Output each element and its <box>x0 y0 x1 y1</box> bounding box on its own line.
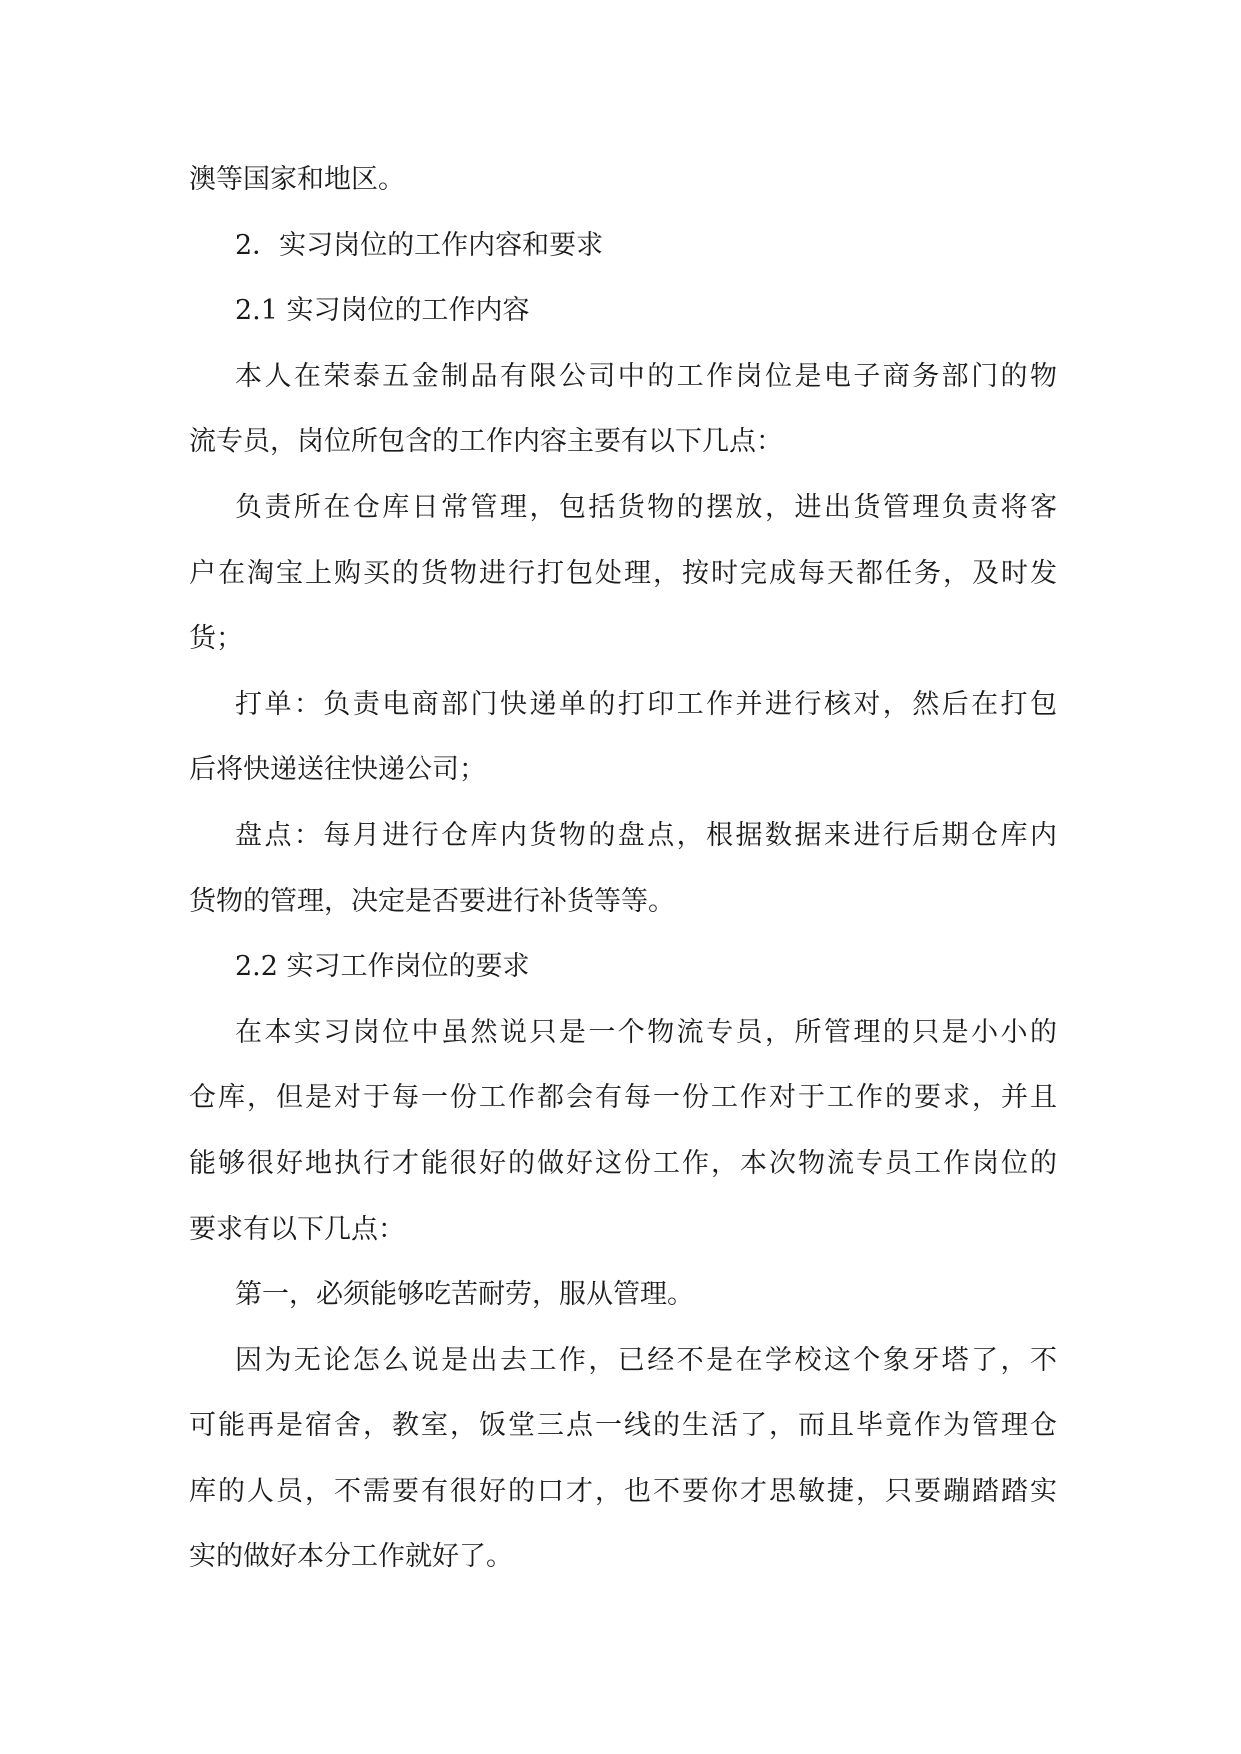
document-body <box>189 147 1057 1590</box>
heading-line: 2.1 实习岗位的工作内容 <box>235 295 530 327</box>
paragraph-first-point <box>189 1262 1057 1328</box>
text-line: 本人在荣泰五金制品有限公司中的工作岗位是电子商务部门的物 <box>235 360 1057 392</box>
text-line: 后将快递送往快递公司； <box>189 754 486 786</box>
paragraph-printing <box>189 672 1057 803</box>
text-line: 可能再是宿舍，教室，饭堂三点一线的生活了，而且毕竟作为管理仓 <box>189 1410 1057 1442</box>
text-line: 在本实习岗位中虽然说只是一个物流专员，所管理的只是小小的 <box>235 1016 1057 1048</box>
paragraph-requirements <box>189 1000 1057 1262</box>
paragraph-position <box>189 344 1057 475</box>
paragraph-explanation <box>189 1328 1057 1590</box>
text-line: 要求有以下几点： <box>189 1213 405 1245</box>
paragraph-continuation <box>189 147 1057 213</box>
text-line: 打单：负责电商部门快递单的打印工作并进行核对，然后在打包 <box>235 688 1057 720</box>
text-line: 仓库，但是对于每一份工作都会有每一份工作对于工作的要求，并且 <box>189 1082 1057 1114</box>
text-line: 第一，必须能够吃苦耐劳，服从管理。 <box>235 1279 694 1311</box>
paragraph-warehouse <box>189 475 1057 672</box>
text-line: 澳等国家和地区。 <box>189 164 405 195</box>
text-line: 货； <box>189 623 243 655</box>
text-line: 盘点：每月进行仓库内货物的盘点，根据数据来进行后期仓库内 <box>235 819 1057 851</box>
section-heading-2 <box>189 213 1057 279</box>
text-line: 户在淘宝上购买的货物进行打包处理，按时完成每天都任务，及时发 <box>189 557 1057 589</box>
text-line: 实的做好本分工作就好了。 <box>189 1541 513 1573</box>
text-line: 货物的管理，决定是否要进行补货等等。 <box>189 885 675 917</box>
text-line: 负责所在仓库日常管理，包括货物的摆放，进出货管理负责将客 <box>235 491 1057 523</box>
text-line: 流专员，岗位所包含的工作内容主要有以下几点： <box>189 426 783 458</box>
section-heading-2-2 <box>189 934 1057 1000</box>
section-heading-2-1 <box>189 278 1057 344</box>
heading-line: 2.2 实习工作岗位的要求 <box>235 951 530 983</box>
text-line: 因为无论怎么说是出去工作，已经不是在学校这个象牙塔了，不 <box>235 1344 1057 1376</box>
text-line: 库的人员，不需要有很好的口才，也不要你才思敏捷，只要蹦踏踏实 <box>189 1475 1057 1507</box>
paragraph-inventory <box>189 803 1057 934</box>
text-line: 能够很好地执行才能很好的做好这份工作，本次物流专员工作岗位的 <box>189 1147 1057 1179</box>
heading-line: 2．实习岗位的工作内容和要求 <box>235 229 604 261</box>
